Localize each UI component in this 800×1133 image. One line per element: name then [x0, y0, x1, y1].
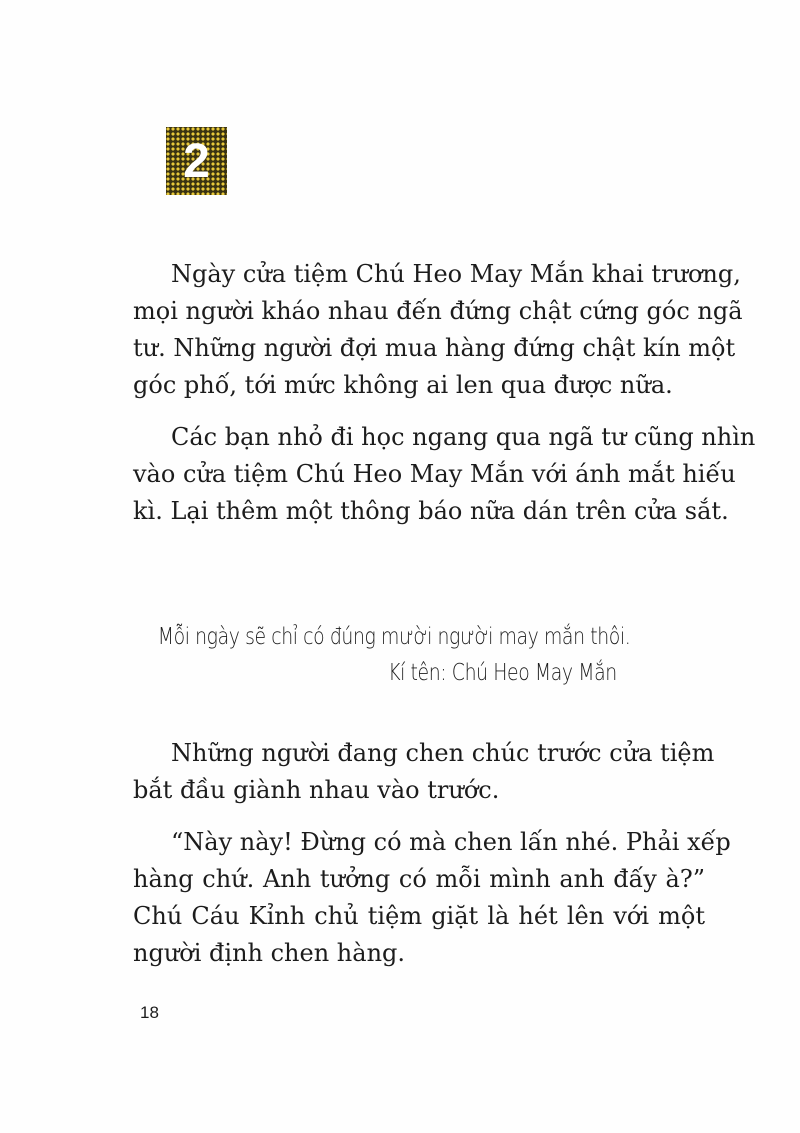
notice-text: Mỗi ngày sẽ chỉ có đúng mười người may mắn thôi.	[157, 624, 630, 650]
text-line: người định chen hàng.	[133, 939, 406, 967]
text-line: góc phố, tới mức không ai len qua được nữa.	[133, 371, 673, 399]
text-line: mọi người kháo nhau đến đứng chật cứng góc ngã	[133, 297, 743, 325]
text-line: Chú Cáu Kỉnh chủ tiệm giặt là hét lên với một	[133, 902, 705, 930]
text-line: Những người đang chen chúc trước cửa tiệm	[171, 739, 715, 767]
text-line: bắt đầu giành nhau vào trước.	[133, 776, 500, 804]
text-line: kì. Lại thêm một thông báo nữa dán trên cửa sắt.	[133, 497, 729, 525]
notice-signature: Kí tên: Chú Heo May Mắn	[388, 660, 617, 686]
text-line: tư. Những người đợi mua hàng đứng chật kín một	[133, 334, 736, 362]
text-line: Các bạn nhỏ đi học ngang qua ngã tư cũng nhìn	[171, 423, 756, 451]
text-line: vào cửa tiệm Chú Heo May Mắn với ánh mắt hiếu	[133, 460, 736, 488]
page-number: 18	[140, 1003, 159, 1022]
chapter-number: 2	[183, 134, 210, 188]
chapter-number-badge	[166, 127, 227, 195]
text-line: Ngày cửa tiệm Chú Heo May Mắn khai trương,	[171, 260, 741, 288]
text-line: “Này này! Đừng có mà chen lấn nhé. Phải xếp	[171, 828, 731, 856]
text-line: hàng chứ. Anh tưởng có mỗi mình anh đấy à?”	[133, 865, 705, 893]
